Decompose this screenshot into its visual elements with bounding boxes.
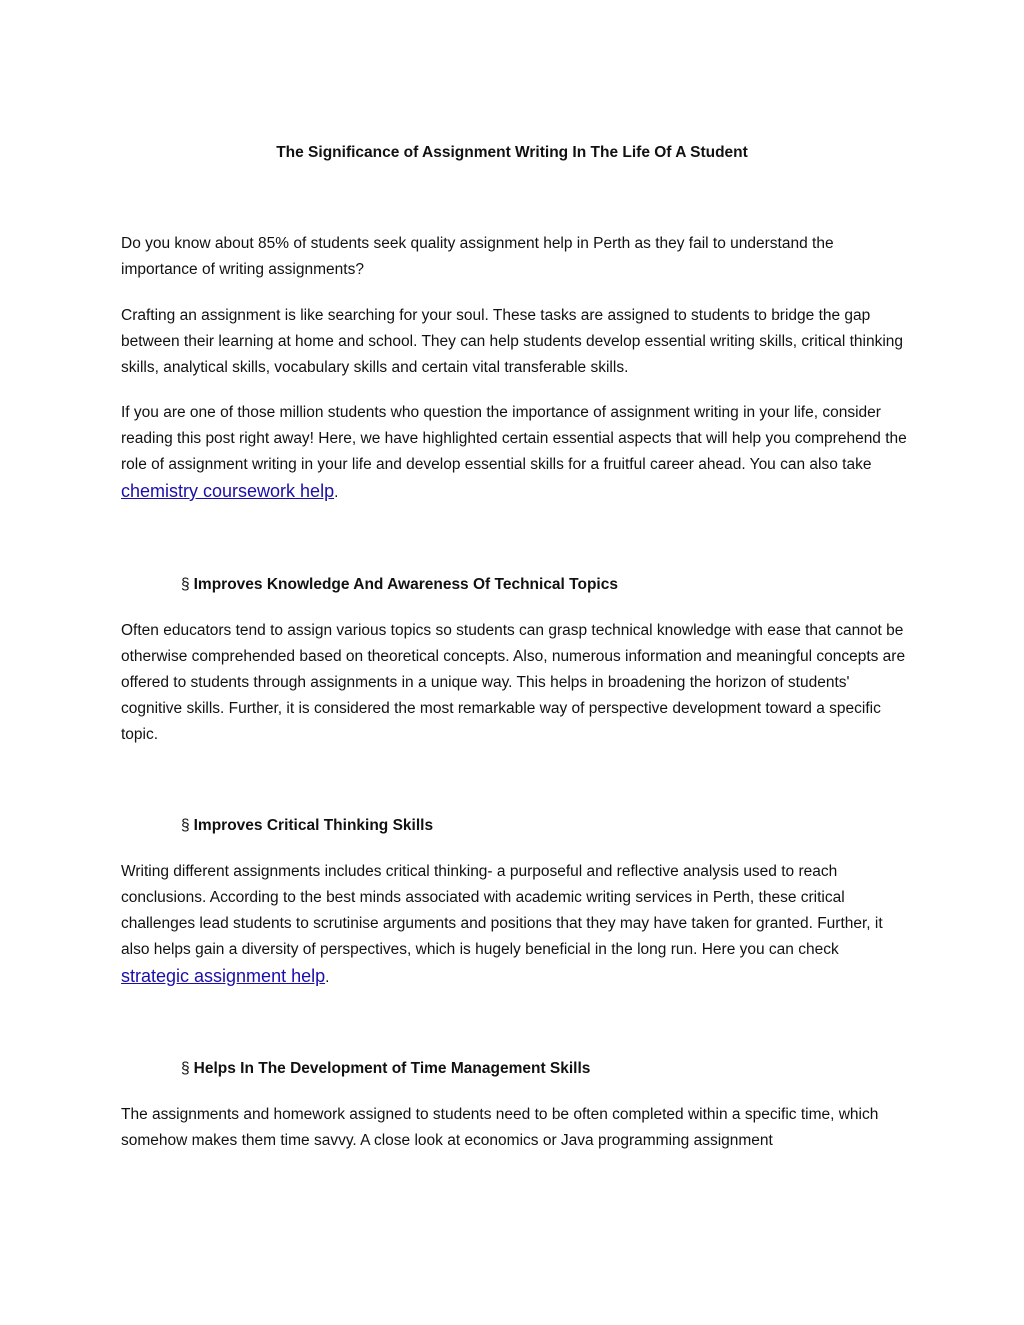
chemistry-coursework-help-link[interactable]: chemistry coursework help — [121, 481, 335, 501]
paragraph-critical — [121, 859, 911, 991]
paragraph-knowledge: Often educators tend to assign various topics so students can grasp technical knowledge with ease that cannot be otherwise comprehended based on theoretical concepts. Also, numerous information and meaningful concepts are offered to students through assignments in a unique way. This helps in broadening the horizon of students' cognitive skills. Further, it is considered the most remarkable way of perspective development toward a specific topic. — [121, 622, 906, 743]
section-heading-critical-text: Improves Critical Thinking Skills — [193, 817, 434, 834]
section-heading-critical — [181, 815, 901, 837]
document-title: The Significance of Assignment Writing In The Life Of A Student — [276, 144, 748, 161]
section-heading-time — [181, 1058, 901, 1080]
paragraph-importance — [121, 400, 911, 506]
section-heading-knowledge — [181, 574, 901, 596]
paragraph-time: The assignments and homework assigned to students need to be often completed within a specific time, which somehow makes them time savvy. A close look at economics or Java programming assignment — [121, 1106, 879, 1149]
strategic-assignment-help-link[interactable]: strategic assignment help — [121, 966, 326, 986]
section-symbol: § — [181, 576, 190, 593]
paragraph-importance-end: . — [334, 484, 339, 501]
paragraph-crafting: Crafting an assignment is like searching for your soul. These tasks are assigned to students to bridge the gap between their learning at home and school. They can help students develop essential writing skills, critical thinking skills, analytical skills, vocabulary skills and certain vital transferable skills. — [121, 307, 904, 376]
paragraph-critical-text: Writing different assignments includes critical thinking- a purposeful and reflective analysis used to reach conclusions. According to the best minds associated with academic writing services in Perth, these critical challenges lead students to scrutinise arguments and positions that they may have taken for granted. Further, it also helps gain a diversity of perspectives, which is hugely beneficial in the long run. Here you can check — [121, 863, 883, 958]
paragraph-importance-text: If you are one of those million students who question the importance of assignment writing in your life, consider reading this post right away! Here, we have highlighted certain essential aspects that will help you comprehend the role of assignment writing in your life and develop essential skills for a fruitful career ahead. You can also take — [121, 404, 907, 473]
section-symbol: § — [181, 1060, 190, 1077]
section-symbol: § — [181, 817, 190, 834]
section-heading-knowledge-text: Improves Knowledge And Awareness Of Technical Topics — [193, 576, 618, 593]
section-heading-time-text: Helps In The Development of Time Management Skills — [193, 1060, 591, 1077]
paragraph-critical-end: . — [325, 969, 330, 986]
paragraph-intro: Do you know about 85% of students seek quality assignment help in Perth as they fail to understand the importance of writing assignments? — [121, 235, 834, 278]
